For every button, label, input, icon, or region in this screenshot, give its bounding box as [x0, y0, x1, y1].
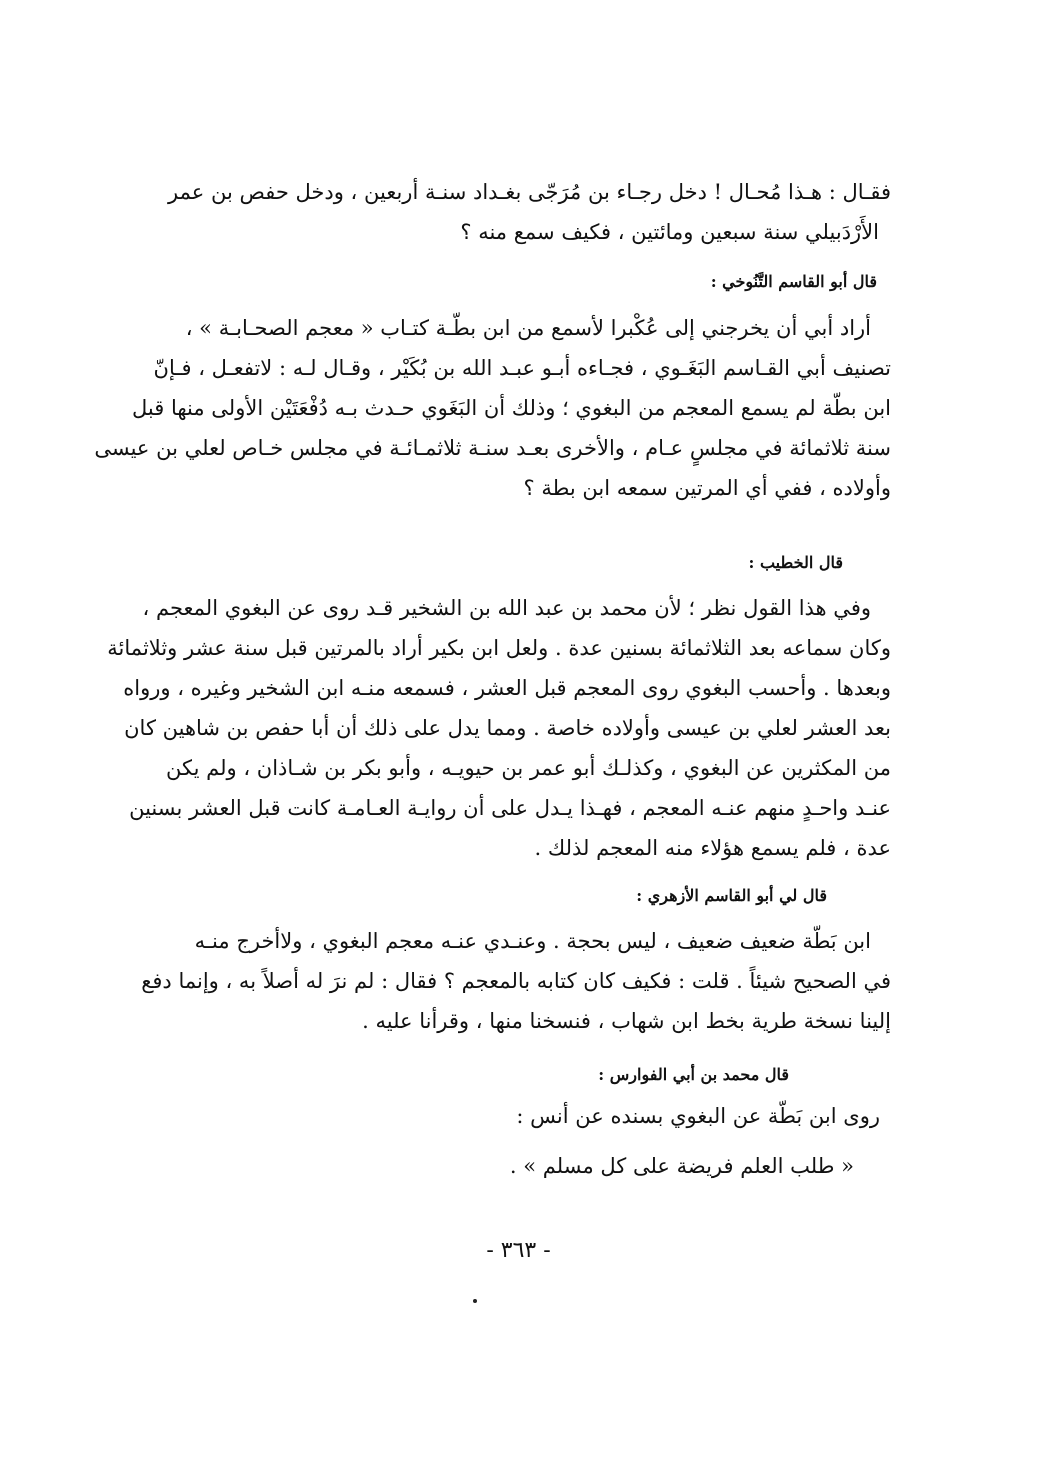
section-heading-khatib: قال الخطيب : — [748, 553, 843, 572]
text-line: وأولاده ، ففي أي المرتين سمعه ابن بطة ؟ — [523, 476, 891, 500]
text-line: تصنيف أبي القـاسم البَغَـوي ، فجـاءه أبـو عبـد الله بن بُكَيْر ، وقـال لـه : لاتفعـل ، فـإنّ — [153, 356, 891, 380]
section-heading-azhari: قال لي أبو القاسم الأزهري : — [636, 886, 827, 905]
page-number: - ٣٦٣ - — [486, 1238, 551, 1263]
text-line: وفي هذا القول نظر ؛ لأن محمد بن عبد الله بن الشخير قـد روى عن البغوي المعجم ، — [142, 596, 871, 620]
text-line: من المكثرين عن البغوي ، وكذلـك أبو عمر بن حيويـه ، وأبو بكر بن شـاذان ، ولم يكن — [166, 756, 891, 780]
ink-dot — [473, 1299, 477, 1303]
text-line: وبعدها . وأحسب البغوي روى المعجم قبل العشر ، فسمعه منـه ابن الشخير وغيره ، ورواه — [123, 676, 891, 700]
text-line: في الصحيح شيئاً . قلت : فكيف كان كتابه بالمعجم ؟ فقال : لم نرَ له أصلاً به ، وإنما دفع — [141, 969, 891, 993]
section-heading-tanukhi: قال أبو القاسم التَّنُوخي : — [710, 272, 877, 291]
hadith-quote: « طلب العلم فريضة على كل مسلم » . — [509, 1154, 854, 1178]
text-line: ابن بَطّة ضعيف ضعيف ، ليس بحجة . وعنـدي عنـه معجم البغوي ، ولاأخرج منـه — [194, 929, 871, 953]
text-line: الأَرْدَبيلي سنة سبعين ومائتين ، فكيف سمع منه ؟ — [460, 220, 879, 244]
text-line: وكان سماعه بعد الثلاثمائة بسنين عدة . ولعل ابن بكير أراد بالمرتين قبل سنة عشر وثلاثمائة — [107, 636, 891, 660]
paragraph-hadith — [400, 1096, 880, 1186]
paragraph-khatib — [107, 588, 891, 868]
paragraph-opening — [168, 172, 891, 252]
text-line: عدة ، فلم يسمع هؤلاء منه المعجم لذلك . — [534, 836, 891, 860]
text-line: إلينا نسخة طرية بخط ابن شهاب ، فنسخنا منها ، وقرأنا عليه . — [362, 1009, 891, 1033]
text-line: ابن بطّة لم يسمع المعجم من البغوي ؛ وذلك أن البَغَوي حـدث بـه دُفْعَتَيْن الأولى منها قبل — [132, 396, 891, 420]
text-line: عنـد واحـدٍ منهم عنـه المعجم ، فهـذا يـدل على أن روايـة العـامـة كانت قبل العشر بسنين — [129, 796, 891, 820]
text-line: فقـال : هـذا مُحـال ! دخل رجـاء بن مُرَجّى بغـداد سنـة أربعين ، ودخل حفص بن عمر — [168, 180, 891, 204]
paragraph-tanukhi — [94, 308, 891, 508]
text-line: روى ابن بَطّة عن البغوي بسنده عن أنس : — [516, 1104, 880, 1128]
text-line: أراد أبي أن يخرجني إلى عُكْبرا لأسمع من ابن بطّـة كتـاب « معجم الصحـابـة » ، — [185, 316, 871, 340]
text-line: سنة ثلاثمائة في مجلسٍ عـام ، والأخرى بعـد سنـة ثلاثمـائـة في مجلس خـاص لعلي بن عيسى — [94, 436, 891, 460]
paragraph-azhari — [141, 921, 891, 1041]
text-line: بعد العشر لعلي بن عيسى وأولاده خاصة . ومما يدل على ذلك أن أبا حفص بن شاهين كان — [124, 716, 891, 740]
section-heading-abi-fawaris: قال محمد بن أبي الفوارس : — [598, 1065, 789, 1084]
